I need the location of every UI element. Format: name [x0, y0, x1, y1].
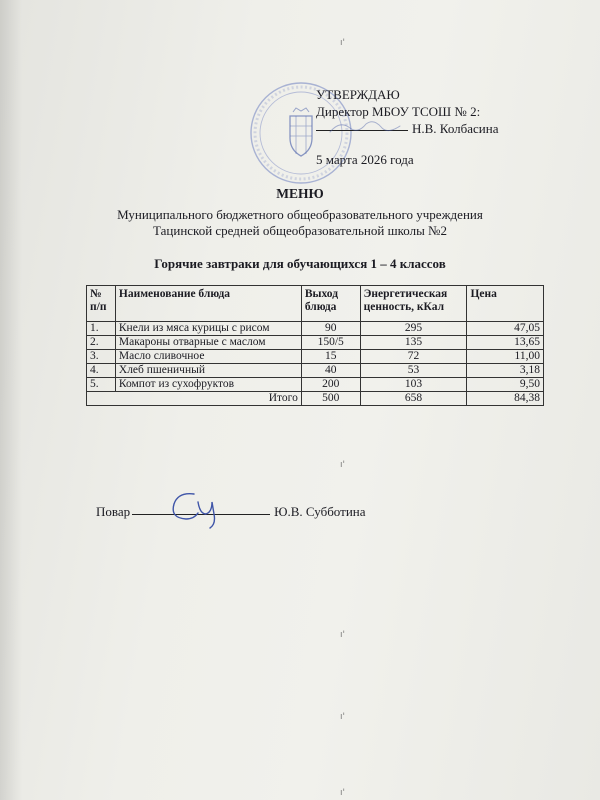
table-row	[87, 336, 544, 350]
page-mark: ı'	[340, 460, 345, 470]
cook-label: Повар	[96, 504, 131, 519]
total-label: Итого	[87, 392, 302, 406]
row-energy: 72	[360, 350, 467, 364]
row-num: 3.	[87, 350, 116, 364]
menu-subtitle: Горячие завтраки для обучающихся 1 – 4 классов	[154, 256, 446, 271]
cook-name: Ю.В. Субботина	[274, 504, 366, 519]
total-energy: 658	[360, 392, 467, 406]
row-name: Хлеб пшеничный	[115, 364, 301, 378]
page-mark: ı'	[340, 630, 345, 640]
row-price: 11,00	[467, 350, 544, 364]
approval-heading: УТВЕРЖДАЮ	[316, 87, 400, 102]
director-handwritten-signature-icon	[326, 114, 406, 138]
page-mark: ı'	[340, 712, 345, 722]
approval-date: 5 марта 2026 года	[316, 152, 414, 167]
org-line-1: Муниципального бюджетного общеобразовательного учреждения	[117, 207, 483, 222]
table-row	[87, 322, 544, 336]
row-energy: 53	[360, 364, 467, 378]
row-price: 3,18	[467, 364, 544, 378]
row-name: Макароны отварные с маслом	[115, 336, 301, 350]
cook-handwritten-signature-icon	[164, 488, 234, 530]
total-output: 500	[301, 392, 360, 406]
row-num: 5.	[87, 378, 116, 392]
row-name: Компот из сухофруктов	[115, 378, 301, 392]
approval-position: Директор МБОУ ТСОШ № 2:	[316, 104, 481, 119]
table-row	[87, 364, 544, 378]
document-title: МЕНЮ	[276, 186, 324, 201]
table-total-row	[87, 392, 544, 406]
row-price: 47,05	[467, 322, 544, 336]
row-output: 200	[301, 378, 360, 392]
row-output: 40	[301, 364, 360, 378]
row-price: 9,50	[467, 378, 544, 392]
row-name: Масло сливочное	[115, 350, 301, 364]
row-energy: 295	[360, 322, 467, 336]
table-row	[87, 378, 544, 392]
header-output: Выход блюда	[301, 286, 360, 322]
row-energy: 103	[360, 378, 467, 392]
row-name: Кнели из мяса курицы с рисом	[115, 322, 301, 336]
row-num: 2.	[87, 336, 116, 350]
row-price: 13,65	[467, 336, 544, 350]
header-name: Наименование блюда	[115, 286, 301, 322]
page-mark: ı'	[340, 38, 345, 48]
org-line-2: Тацинской средней общеобразовательной школы №2	[153, 223, 447, 238]
page-mark: ı'	[340, 788, 345, 798]
page-shadow	[0, 0, 22, 800]
approval-signatory: Н.В. Колбасина	[412, 121, 499, 136]
row-energy: 135	[360, 336, 467, 350]
row-output: 150/5	[301, 336, 360, 350]
table-header-row	[87, 286, 544, 322]
header-price: Цена	[467, 286, 544, 322]
header-num: № п/п	[87, 286, 116, 322]
total-price: 84,38	[467, 392, 544, 406]
row-output: 90	[301, 322, 360, 336]
table-row	[87, 350, 544, 364]
header-energy: Энергетическая ценность, кКал	[360, 286, 467, 322]
menu-table	[86, 285, 544, 406]
row-num: 1.	[87, 322, 116, 336]
row-num: 4.	[87, 364, 116, 378]
row-output: 15	[301, 350, 360, 364]
